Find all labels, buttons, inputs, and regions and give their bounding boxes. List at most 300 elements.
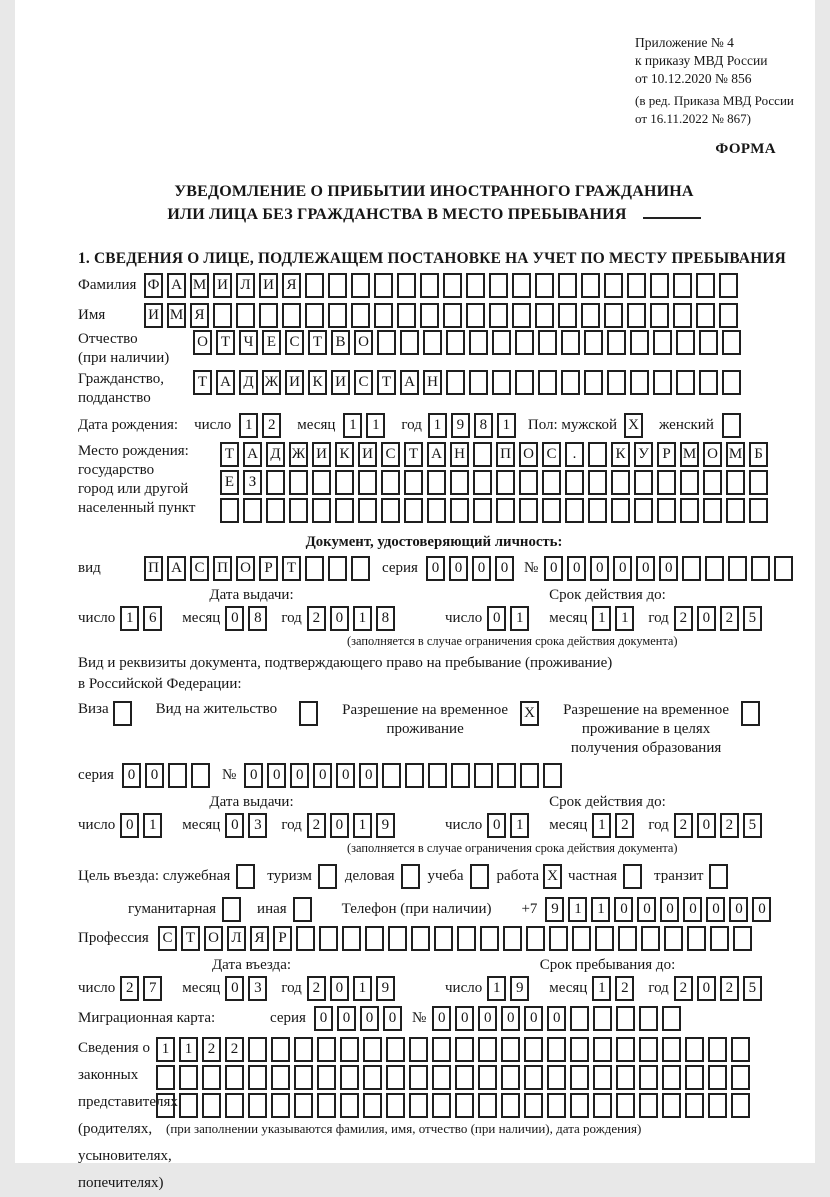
phone-digit-cell[interactable]: 0: [660, 897, 679, 922]
representatives-cell[interactable]: [501, 1065, 520, 1090]
purpose-business-checkbox[interactable]: [401, 864, 420, 889]
permit-number-cell[interactable]: 0: [267, 763, 286, 788]
birth-place-cell[interactable]: И: [312, 442, 331, 467]
representatives-cell[interactable]: [386, 1037, 405, 1062]
representatives-cell[interactable]: [524, 1093, 543, 1118]
profession-cell[interactable]: Т: [181, 926, 200, 951]
permit-number-cell[interactable]: [520, 763, 539, 788]
migration-series-cell[interactable]: 0: [383, 1006, 402, 1031]
surname-cell[interactable]: [719, 273, 738, 298]
given-name-cell[interactable]: [259, 303, 278, 328]
representatives-cell[interactable]: [248, 1037, 267, 1062]
representatives-cell[interactable]: [248, 1065, 267, 1090]
profession-cell[interactable]: О: [204, 926, 223, 951]
identity-expiry-day-cell[interactable]: 0: [487, 606, 506, 631]
identity-expiry-month-cell[interactable]: 1: [592, 606, 611, 631]
representatives-cell[interactable]: [432, 1093, 451, 1118]
migration-series-cell[interactable]: 0: [314, 1006, 333, 1031]
permit-number-cell[interactable]: [451, 763, 470, 788]
identity-expiry-month-cell[interactable]: 1: [615, 606, 634, 631]
patronymic-cell[interactable]: Т: [216, 330, 235, 355]
purpose-tourism-checkbox[interactable]: [318, 864, 337, 889]
representatives-cell[interactable]: [432, 1037, 451, 1062]
birth-year-cell[interactable]: 1: [497, 413, 516, 438]
given-name-cell[interactable]: [282, 303, 301, 328]
patronymic-cell[interactable]: [699, 330, 718, 355]
birth-place-cell[interactable]: [634, 498, 653, 523]
birth-place-cell[interactable]: Е: [220, 470, 239, 495]
surname-cell[interactable]: [604, 273, 623, 298]
birth-place-cell[interactable]: [404, 470, 423, 495]
permit-number-cell[interactable]: [474, 763, 493, 788]
patronymic-cell[interactable]: [607, 330, 626, 355]
phone-digit-cell[interactable]: 1: [591, 897, 610, 922]
citizenship-cell[interactable]: [584, 370, 603, 395]
representatives-cell[interactable]: [685, 1093, 704, 1118]
permit-number-cell[interactable]: [405, 763, 424, 788]
purpose-study-checkbox[interactable]: [470, 864, 489, 889]
birth-place-cell[interactable]: [588, 498, 607, 523]
stay-month-cell[interactable]: 2: [615, 976, 634, 1001]
birth-place-cell[interactable]: [542, 470, 561, 495]
migration-number-cell[interactable]: 0: [501, 1006, 520, 1031]
entry-day-cell[interactable]: 7: [143, 976, 162, 1001]
representatives-cell[interactable]: [547, 1037, 566, 1062]
birth-month-cell[interactable]: 1: [343, 413, 362, 438]
citizenship-cell[interactable]: [676, 370, 695, 395]
permit-issue-year-cell[interactable]: 2: [307, 813, 326, 838]
representatives-cell[interactable]: [662, 1037, 681, 1062]
patronymic-cell[interactable]: [676, 330, 695, 355]
birth-place-cell[interactable]: К: [611, 442, 630, 467]
birth-place-cell[interactable]: [565, 470, 584, 495]
surname-cell[interactable]: [535, 273, 554, 298]
patronymic-cell[interactable]: [538, 330, 557, 355]
birth-place-cell[interactable]: [473, 498, 492, 523]
permit-expiry-year-cell[interactable]: 2: [674, 813, 693, 838]
given-name-cell[interactable]: [627, 303, 646, 328]
representatives-cell[interactable]: [386, 1065, 405, 1090]
given-name-cell[interactable]: [305, 303, 324, 328]
representatives-cell[interactable]: [524, 1065, 543, 1090]
representatives-cell[interactable]: 2: [202, 1037, 221, 1062]
birth-place-cell[interactable]: [703, 498, 722, 523]
birth-place-cell[interactable]: [611, 470, 630, 495]
identity-expiry-year-cell[interactable]: 2: [720, 606, 739, 631]
surname-cell[interactable]: [351, 273, 370, 298]
birth-place-cell[interactable]: А: [243, 442, 262, 467]
migration-number-cell[interactable]: 0: [432, 1006, 451, 1031]
doc-number-cell[interactable]: 0: [567, 556, 586, 581]
birth-place-cell[interactable]: [588, 470, 607, 495]
profession-cell[interactable]: [388, 926, 407, 951]
representatives-cell[interactable]: [593, 1037, 612, 1062]
representatives-cell[interactable]: [202, 1093, 221, 1118]
citizenship-cell[interactable]: [699, 370, 718, 395]
birth-place-cell[interactable]: У: [634, 442, 653, 467]
representatives-cell[interactable]: [432, 1065, 451, 1090]
permit-number-cell[interactable]: 0: [336, 763, 355, 788]
citizenship-cell[interactable]: [446, 370, 465, 395]
profession-cell[interactable]: Л: [227, 926, 246, 951]
representatives-cell[interactable]: [455, 1093, 474, 1118]
birth-place-cell[interactable]: [335, 470, 354, 495]
citizenship-cell[interactable]: К: [308, 370, 327, 395]
profession-cell[interactable]: [411, 926, 430, 951]
stay-day-cell[interactable]: 1: [487, 976, 506, 1001]
patronymic-cell[interactable]: О: [354, 330, 373, 355]
citizenship-cell[interactable]: [538, 370, 557, 395]
birth-year-cell[interactable]: 9: [451, 413, 470, 438]
representatives-cell[interactable]: [616, 1037, 635, 1062]
profession-cell[interactable]: [480, 926, 499, 951]
birth-place-cell[interactable]: Д: [266, 442, 285, 467]
birth-place-cell[interactable]: [450, 498, 469, 523]
given-name-cell[interactable]: [213, 303, 232, 328]
doc-number-cell[interactable]: 0: [659, 556, 678, 581]
surname-cell[interactable]: А: [167, 273, 186, 298]
patronymic-cell[interactable]: [377, 330, 396, 355]
identity-issue-year-cell[interactable]: 8: [376, 606, 395, 631]
birth-place-cell[interactable]: [358, 470, 377, 495]
birth-place-cell[interactable]: А: [427, 442, 446, 467]
representatives-cell[interactable]: [179, 1065, 198, 1090]
entry-month-cell[interactable]: 0: [225, 976, 244, 1001]
representatives-cell[interactable]: [386, 1093, 405, 1118]
identity-expiry-year-cell[interactable]: 0: [697, 606, 716, 631]
identity-issue-day-cell[interactable]: 6: [143, 606, 162, 631]
citizenship-cell[interactable]: [515, 370, 534, 395]
profession-cell[interactable]: [710, 926, 729, 951]
representatives-cell[interactable]: [662, 1093, 681, 1118]
birth-place-cell[interactable]: [473, 442, 492, 467]
stay-month-cell[interactable]: 1: [592, 976, 611, 1001]
doc-series-cell[interactable]: 0: [426, 556, 445, 581]
stay-year-cell[interactable]: 5: [743, 976, 762, 1001]
profession-cell[interactable]: [641, 926, 660, 951]
citizenship-cell[interactable]: [492, 370, 511, 395]
doc-number-cell[interactable]: [705, 556, 724, 581]
migration-number-cell[interactable]: 0: [478, 1006, 497, 1031]
patronymic-cell[interactable]: Е: [262, 330, 281, 355]
representatives-cell[interactable]: [685, 1065, 704, 1090]
birth-year-cell[interactable]: 1: [428, 413, 447, 438]
representatives-cell[interactable]: [731, 1065, 750, 1090]
surname-cell[interactable]: [397, 273, 416, 298]
doc-type-cell[interactable]: О: [236, 556, 255, 581]
permit-series-cell[interactable]: 0: [145, 763, 164, 788]
permit-issue-year-cell[interactable]: 9: [376, 813, 395, 838]
phone-digit-cell[interactable]: 9: [545, 897, 564, 922]
doc-number-cell[interactable]: [774, 556, 793, 581]
surname-cell[interactable]: [305, 273, 324, 298]
identity-issue-month-cell[interactable]: 0: [225, 606, 244, 631]
representatives-cell[interactable]: [317, 1037, 336, 1062]
given-name-cell[interactable]: М: [167, 303, 186, 328]
birth-place-cell[interactable]: И: [358, 442, 377, 467]
surname-cell[interactable]: Я: [282, 273, 301, 298]
birth-place-cell[interactable]: [243, 498, 262, 523]
permit-issue-month-cell[interactable]: 3: [248, 813, 267, 838]
birth-place-cell[interactable]: [680, 470, 699, 495]
representatives-cell[interactable]: [156, 1065, 175, 1090]
citizenship-cell[interactable]: Т: [193, 370, 212, 395]
temporary-permit-checkbox[interactable]: X: [520, 701, 539, 726]
doc-number-cell[interactable]: 0: [544, 556, 563, 581]
entry-year-cell[interactable]: 1: [353, 976, 372, 1001]
doc-number-cell[interactable]: 0: [636, 556, 655, 581]
permit-expiry-month-cell[interactable]: 2: [615, 813, 634, 838]
birth-place-cell[interactable]: М: [726, 442, 745, 467]
surname-cell[interactable]: И: [213, 273, 232, 298]
patronymic-cell[interactable]: [400, 330, 419, 355]
birth-place-cell[interactable]: [726, 470, 745, 495]
representatives-cell[interactable]: [570, 1093, 589, 1118]
citizenship-cell[interactable]: [607, 370, 626, 395]
permit-expiry-year-cell[interactable]: 5: [743, 813, 762, 838]
migration-number-cell[interactable]: 0: [547, 1006, 566, 1031]
identity-expiry-year-cell[interactable]: 2: [674, 606, 693, 631]
stay-year-cell[interactable]: 0: [697, 976, 716, 1001]
given-name-cell[interactable]: [236, 303, 255, 328]
identity-issue-year-cell[interactable]: 2: [307, 606, 326, 631]
representatives-cell[interactable]: 1: [156, 1037, 175, 1062]
education-permit-checkbox[interactable]: [741, 701, 760, 726]
patronymic-cell[interactable]: [446, 330, 465, 355]
birth-place-cell[interactable]: [519, 470, 538, 495]
entry-year-cell[interactable]: 0: [330, 976, 349, 1001]
birth-place-cell[interactable]: [496, 498, 515, 523]
surname-cell[interactable]: [443, 273, 462, 298]
given-name-cell[interactable]: [650, 303, 669, 328]
birth-place-cell[interactable]: С: [381, 442, 400, 467]
patronymic-cell[interactable]: В: [331, 330, 350, 355]
representatives-cell[interactable]: [179, 1093, 198, 1118]
profession-cell[interactable]: [549, 926, 568, 951]
migration-series-cell[interactable]: 0: [360, 1006, 379, 1031]
surname-cell[interactable]: [673, 273, 692, 298]
migration-number-cell[interactable]: 0: [524, 1006, 543, 1031]
given-name-cell[interactable]: Я: [190, 303, 209, 328]
phone-digit-cell[interactable]: 0: [752, 897, 771, 922]
representatives-cell[interactable]: [547, 1065, 566, 1090]
profession-cell[interactable]: Я: [250, 926, 269, 951]
identity-issue-year-cell[interactable]: 1: [353, 606, 372, 631]
representatives-cell[interactable]: [363, 1065, 382, 1090]
permit-number-cell[interactable]: 0: [313, 763, 332, 788]
representatives-cell[interactable]: [501, 1037, 520, 1062]
birth-place-cell[interactable]: [611, 498, 630, 523]
birth-place-cell[interactable]: [496, 470, 515, 495]
migration-number-cell[interactable]: [662, 1006, 681, 1031]
patronymic-cell[interactable]: [561, 330, 580, 355]
surname-cell[interactable]: [374, 273, 393, 298]
representatives-cell[interactable]: [202, 1065, 221, 1090]
given-name-cell[interactable]: [328, 303, 347, 328]
birth-day-cell[interactable]: 2: [262, 413, 281, 438]
phone-digit-cell[interactable]: 1: [568, 897, 587, 922]
purpose-official-checkbox[interactable]: [236, 864, 255, 889]
profession-cell[interactable]: [434, 926, 453, 951]
given-name-cell[interactable]: [443, 303, 462, 328]
citizenship-cell[interactable]: А: [216, 370, 235, 395]
profession-cell[interactable]: Р: [273, 926, 292, 951]
given-name-cell[interactable]: И: [144, 303, 163, 328]
profession-cell[interactable]: [319, 926, 338, 951]
representatives-cell[interactable]: [570, 1065, 589, 1090]
representatives-cell[interactable]: [455, 1065, 474, 1090]
citizenship-cell[interactable]: Д: [239, 370, 258, 395]
purpose-work-checkbox[interactable]: X: [543, 864, 562, 889]
representatives-cell[interactable]: [225, 1065, 244, 1090]
doc-number-cell[interactable]: 0: [613, 556, 632, 581]
representatives-cell[interactable]: [478, 1065, 497, 1090]
representatives-cell[interactable]: [501, 1093, 520, 1118]
permit-issue-month-cell[interactable]: 0: [225, 813, 244, 838]
representatives-cell[interactable]: [593, 1065, 612, 1090]
given-name-cell[interactable]: [581, 303, 600, 328]
citizenship-cell[interactable]: И: [285, 370, 304, 395]
surname-cell[interactable]: Ф: [144, 273, 163, 298]
given-name-cell[interactable]: [719, 303, 738, 328]
birth-place-cell[interactable]: [220, 498, 239, 523]
birth-place-cell[interactable]: [312, 470, 331, 495]
migration-number-cell[interactable]: [639, 1006, 658, 1031]
birth-place-cell[interactable]: [634, 470, 653, 495]
birth-place-cell[interactable]: К: [335, 442, 354, 467]
representatives-cell[interactable]: 2: [225, 1037, 244, 1062]
identity-issue-day-cell[interactable]: 1: [120, 606, 139, 631]
birth-place-cell[interactable]: [542, 498, 561, 523]
permit-number-cell[interactable]: [543, 763, 562, 788]
representatives-cell[interactable]: [363, 1093, 382, 1118]
doc-number-cell[interactable]: [728, 556, 747, 581]
surname-cell[interactable]: [627, 273, 646, 298]
birth-place-cell[interactable]: З: [243, 470, 262, 495]
given-name-cell[interactable]: [351, 303, 370, 328]
birth-place-cell[interactable]: Т: [220, 442, 239, 467]
purpose-private-checkbox[interactable]: [623, 864, 642, 889]
patronymic-cell[interactable]: [630, 330, 649, 355]
surname-cell[interactable]: [328, 273, 347, 298]
identity-issue-month-cell[interactable]: 8: [248, 606, 267, 631]
representatives-cell[interactable]: [294, 1037, 313, 1062]
representatives-cell[interactable]: [478, 1037, 497, 1062]
patronymic-cell[interactable]: [515, 330, 534, 355]
permit-number-cell[interactable]: [382, 763, 401, 788]
representatives-cell[interactable]: [455, 1037, 474, 1062]
representatives-cell[interactable]: [731, 1037, 750, 1062]
entry-day-cell[interactable]: 2: [120, 976, 139, 1001]
profession-cell[interactable]: [733, 926, 752, 951]
representatives-cell[interactable]: [409, 1093, 428, 1118]
representatives-cell[interactable]: [317, 1065, 336, 1090]
birth-place-cell[interactable]: С: [542, 442, 561, 467]
citizenship-cell[interactable]: Ж: [262, 370, 281, 395]
patronymic-cell[interactable]: [722, 330, 741, 355]
profession-cell[interactable]: [687, 926, 706, 951]
representatives-cell[interactable]: [248, 1093, 267, 1118]
birth-place-cell[interactable]: [588, 442, 607, 467]
birth-place-cell[interactable]: [289, 498, 308, 523]
profession-cell[interactable]: С: [158, 926, 177, 951]
birth-place-cell[interactable]: [381, 470, 400, 495]
permit-expiry-day-cell[interactable]: 0: [487, 813, 506, 838]
birth-place-cell[interactable]: [266, 470, 285, 495]
birth-place-cell[interactable]: Р: [657, 442, 676, 467]
citizenship-cell[interactable]: И: [331, 370, 350, 395]
representatives-cell[interactable]: [708, 1065, 727, 1090]
birth-place-cell[interactable]: [749, 470, 768, 495]
representatives-cell[interactable]: [340, 1065, 359, 1090]
given-name-cell[interactable]: [673, 303, 692, 328]
doc-type-cell[interactable]: Т: [282, 556, 301, 581]
birth-place-cell[interactable]: М: [680, 442, 699, 467]
stay-year-cell[interactable]: 2: [674, 976, 693, 1001]
representatives-cell[interactable]: [294, 1065, 313, 1090]
profession-cell[interactable]: [365, 926, 384, 951]
birth-place-cell[interactable]: .: [565, 442, 584, 467]
stay-day-cell[interactable]: 9: [510, 976, 529, 1001]
surname-cell[interactable]: [696, 273, 715, 298]
patronymic-cell[interactable]: О: [193, 330, 212, 355]
representatives-cell[interactable]: [409, 1065, 428, 1090]
representatives-cell[interactable]: [271, 1093, 290, 1118]
profession-cell[interactable]: [503, 926, 522, 951]
doc-type-cell[interactable]: [351, 556, 370, 581]
profession-cell[interactable]: [342, 926, 361, 951]
citizenship-cell[interactable]: С: [354, 370, 373, 395]
birth-place-cell[interactable]: Н: [450, 442, 469, 467]
residence-checkbox[interactable]: [299, 701, 318, 726]
permit-expiry-day-cell[interactable]: 1: [510, 813, 529, 838]
entry-month-cell[interactable]: 3: [248, 976, 267, 1001]
permit-expiry-month-cell[interactable]: 1: [592, 813, 611, 838]
birth-day-cell[interactable]: 1: [239, 413, 258, 438]
doc-series-cell[interactable]: 0: [449, 556, 468, 581]
birth-place-cell[interactable]: [335, 498, 354, 523]
given-name-cell[interactable]: [512, 303, 531, 328]
citizenship-cell[interactable]: [722, 370, 741, 395]
doc-type-cell[interactable]: П: [144, 556, 163, 581]
permit-number-cell[interactable]: 0: [359, 763, 378, 788]
representatives-cell[interactable]: [271, 1065, 290, 1090]
given-name-cell[interactable]: [466, 303, 485, 328]
profession-cell[interactable]: [618, 926, 637, 951]
representatives-cell[interactable]: [639, 1065, 658, 1090]
purpose-transit-checkbox[interactable]: [709, 864, 728, 889]
birth-place-cell[interactable]: [312, 498, 331, 523]
representatives-cell[interactable]: [524, 1037, 543, 1062]
doc-type-cell[interactable]: [328, 556, 347, 581]
representatives-cell[interactable]: [478, 1093, 497, 1118]
surname-cell[interactable]: М: [190, 273, 209, 298]
representatives-cell[interactable]: [156, 1093, 175, 1118]
citizenship-cell[interactable]: [561, 370, 580, 395]
birth-place-cell[interactable]: Ж: [289, 442, 308, 467]
doc-type-cell[interactable]: С: [190, 556, 209, 581]
permit-issue-day-cell[interactable]: 0: [120, 813, 139, 838]
given-name-cell[interactable]: [397, 303, 416, 328]
birth-place-cell[interactable]: [680, 498, 699, 523]
birth-place-cell[interactable]: [358, 498, 377, 523]
profession-cell[interactable]: [526, 926, 545, 951]
birth-place-cell[interactable]: [657, 498, 676, 523]
patronymic-cell[interactable]: [469, 330, 488, 355]
migration-number-cell[interactable]: [616, 1006, 635, 1031]
birth-place-cell[interactable]: [703, 470, 722, 495]
birth-place-cell[interactable]: Б: [749, 442, 768, 467]
